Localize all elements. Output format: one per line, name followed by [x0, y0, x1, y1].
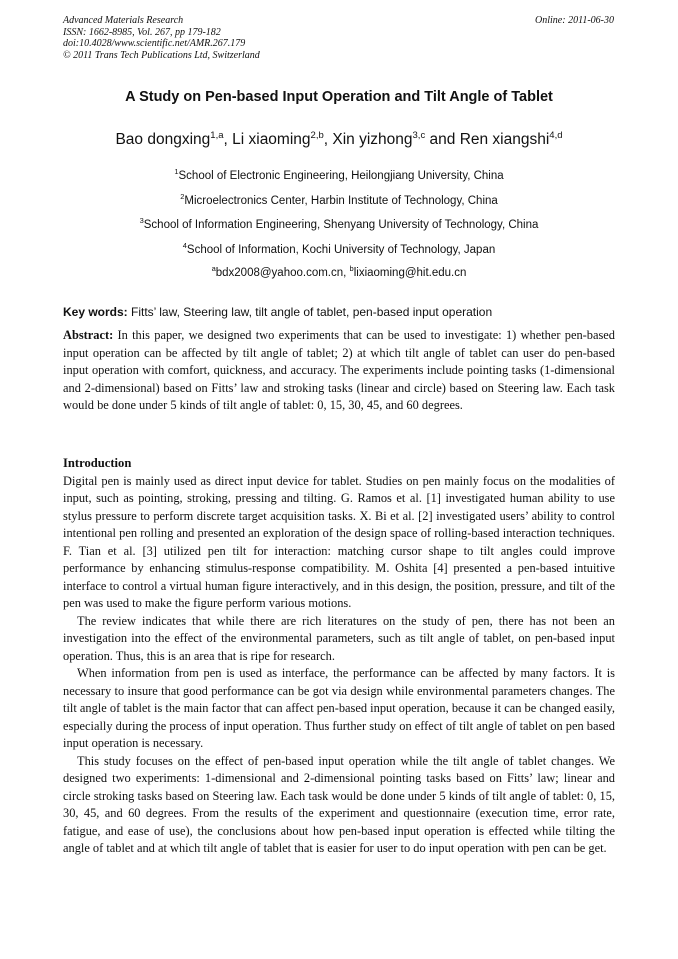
affiliation	[0, 192, 678, 207]
affiliation	[0, 167, 678, 182]
journal-name: Advanced Materials Research	[63, 15, 184, 26]
author-sep: ,	[223, 131, 233, 148]
affiliation	[0, 241, 678, 256]
affiliation-sup: 1	[174, 167, 179, 176]
abstract-label: Abstract:	[63, 328, 114, 342]
issn-line: ISSN: 1662-8985, Vol. 267, pp 179-182	[63, 26, 221, 38]
affiliation-sup: 3	[139, 216, 144, 225]
keywords-label: Key words:	[63, 305, 128, 319]
author-line	[0, 130, 678, 149]
author-sep: and	[425, 131, 460, 148]
affiliation-sup: 4	[182, 241, 187, 250]
email-sup: b	[349, 264, 354, 273]
paragraph: This study focuses on the effect of pen-based input operation while the tilt angle of tablet changes. We designed two experiments: 1-dimensional and 2-dimensional pointing tasks based on Fitts’ law; linear and circle stroking tasks based on Steering law. Each task would be done under 5 kinds of tilt angle of tablet: 0, 15, 30, 45, and 60 degrees. From the results of the experiment and questionnaire (execution time, error rate, fatigue, and ease of use), the conclusions about how pen-based input operation is effected while tilting the angle of tablet and at which tilt angle of tablet that is easier for user to do input operation with pen can be get.	[63, 753, 615, 855]
copyright-line: © 2011 Trans Tech Publications Ltd, Switzerland	[63, 49, 260, 61]
paper-title: A Study on Pen-based Input Operation and Tilt Angle of Tablet	[125, 89, 553, 105]
doi-line: doi:10.4028/www.scientific.net/AMR.267.179	[63, 38, 246, 49]
email-sep: ,	[343, 267, 350, 279]
affiliation-text: Microelectronics Center, Harbin Institute of Technology, China	[184, 195, 498, 207]
keywords-text: Fitts’ law, Steering law, tilt angle of tablet, pen-based input operation	[127, 305, 493, 319]
author-name: Ren xiangshi	[459, 131, 550, 148]
author-sup: 2,b	[310, 130, 324, 141]
affiliation	[0, 216, 678, 231]
affiliation-text: School of Information, Kochi University of Technology, Japan	[186, 244, 496, 256]
author-sep: ,	[323, 131, 333, 148]
journal-header	[63, 15, 260, 61]
section-heading: Introduction	[63, 456, 132, 470]
email-address[interactable]: bdx2008@yahoo.com.cn	[215, 267, 344, 279]
introduction-section	[63, 455, 615, 858]
email-line	[0, 264, 678, 279]
abstract-text: In this paper, we designed two experiments that can be used to investigate: 1) whether pen-based input operation can be affected by tilt angle of tablet; 2) at which tilt angle of tablet can user do pen-based input operation with comfort, quickness, and accuracy. The experiments include pointing tasks (1-dimensional and 2-dimensional) based on Fitts’ law and stroking tasks (linear and circle) based on Steering law. Each task would be done under 5 kinds of tilt angle of tablet: 0, 15, 30, 45, and 60 degrees.	[63, 328, 615, 412]
affiliation-sup: 2	[180, 192, 185, 201]
paragraph: Digital pen is mainly used as direct input device for tablet. Studies on pen mainly focus on the modalities of input, such as pointing, stroking, pressing and tilting. G. Ramos et al. [1] investigated human ability to use stylus pressure to perform discrete target acquisition tasks. X. Bi et al. [2] investigated users’ ability to control intentional pen rolling and presented an exploration of the design space of rolling-based interaction techniques. F. Tian et al. [3] utilized pen tilt for interaction: matching cursor shape to tilt angles could improve performance by enhancing stimulus-response compatibility. M. Oshita [4] presented a pen-based intuitive interface to control a virtual human figure interactively, and in this design, the position, pressure, and tilt of the pen was used to make the figure perform various motions.	[63, 473, 615, 610]
author-name: Bao dongxing	[115, 131, 211, 148]
affiliation-text: School of Electronic Engineering, Heilongjiang University, China	[178, 170, 504, 182]
author-sup: 1,a	[210, 130, 224, 141]
author-sup: 3,c	[412, 130, 426, 141]
online-date: Online: 2011-06-30	[535, 15, 614, 26]
keywords	[63, 305, 492, 319]
author-name: Li xiaoming	[232, 131, 311, 148]
abstract	[63, 327, 615, 415]
author-sup: 4,d	[549, 130, 563, 141]
paragraph: When information from pen is used as interface, the performance can be affected by many factors. It is necessary to insure that good performance can be got via design while environmental parameters changes. The tilt angle of tablet is the main factor that can affect pen-based input operation, because it can be changed easily, especially during the process of input operation. Thus further study on effect of tilt angle of tablet on pen based input operation is necessary.	[63, 666, 615, 750]
paragraph: The review indicates that while there are rich literatures on the study of pen, there has not been an investigation into the effect of the environmental parameters, such as tilt angle of tablet, on pen-based input operation. Thus, this is an area that is ripe for research.	[63, 613, 615, 663]
affiliation-text: School of Information Engineering, Shenyang University of Technology, China	[143, 219, 539, 231]
email-sup: a	[211, 264, 216, 273]
email-address[interactable]: lixiaoming@hit.edu.cn	[353, 267, 467, 279]
author-name: Xin yizhong	[332, 131, 413, 148]
